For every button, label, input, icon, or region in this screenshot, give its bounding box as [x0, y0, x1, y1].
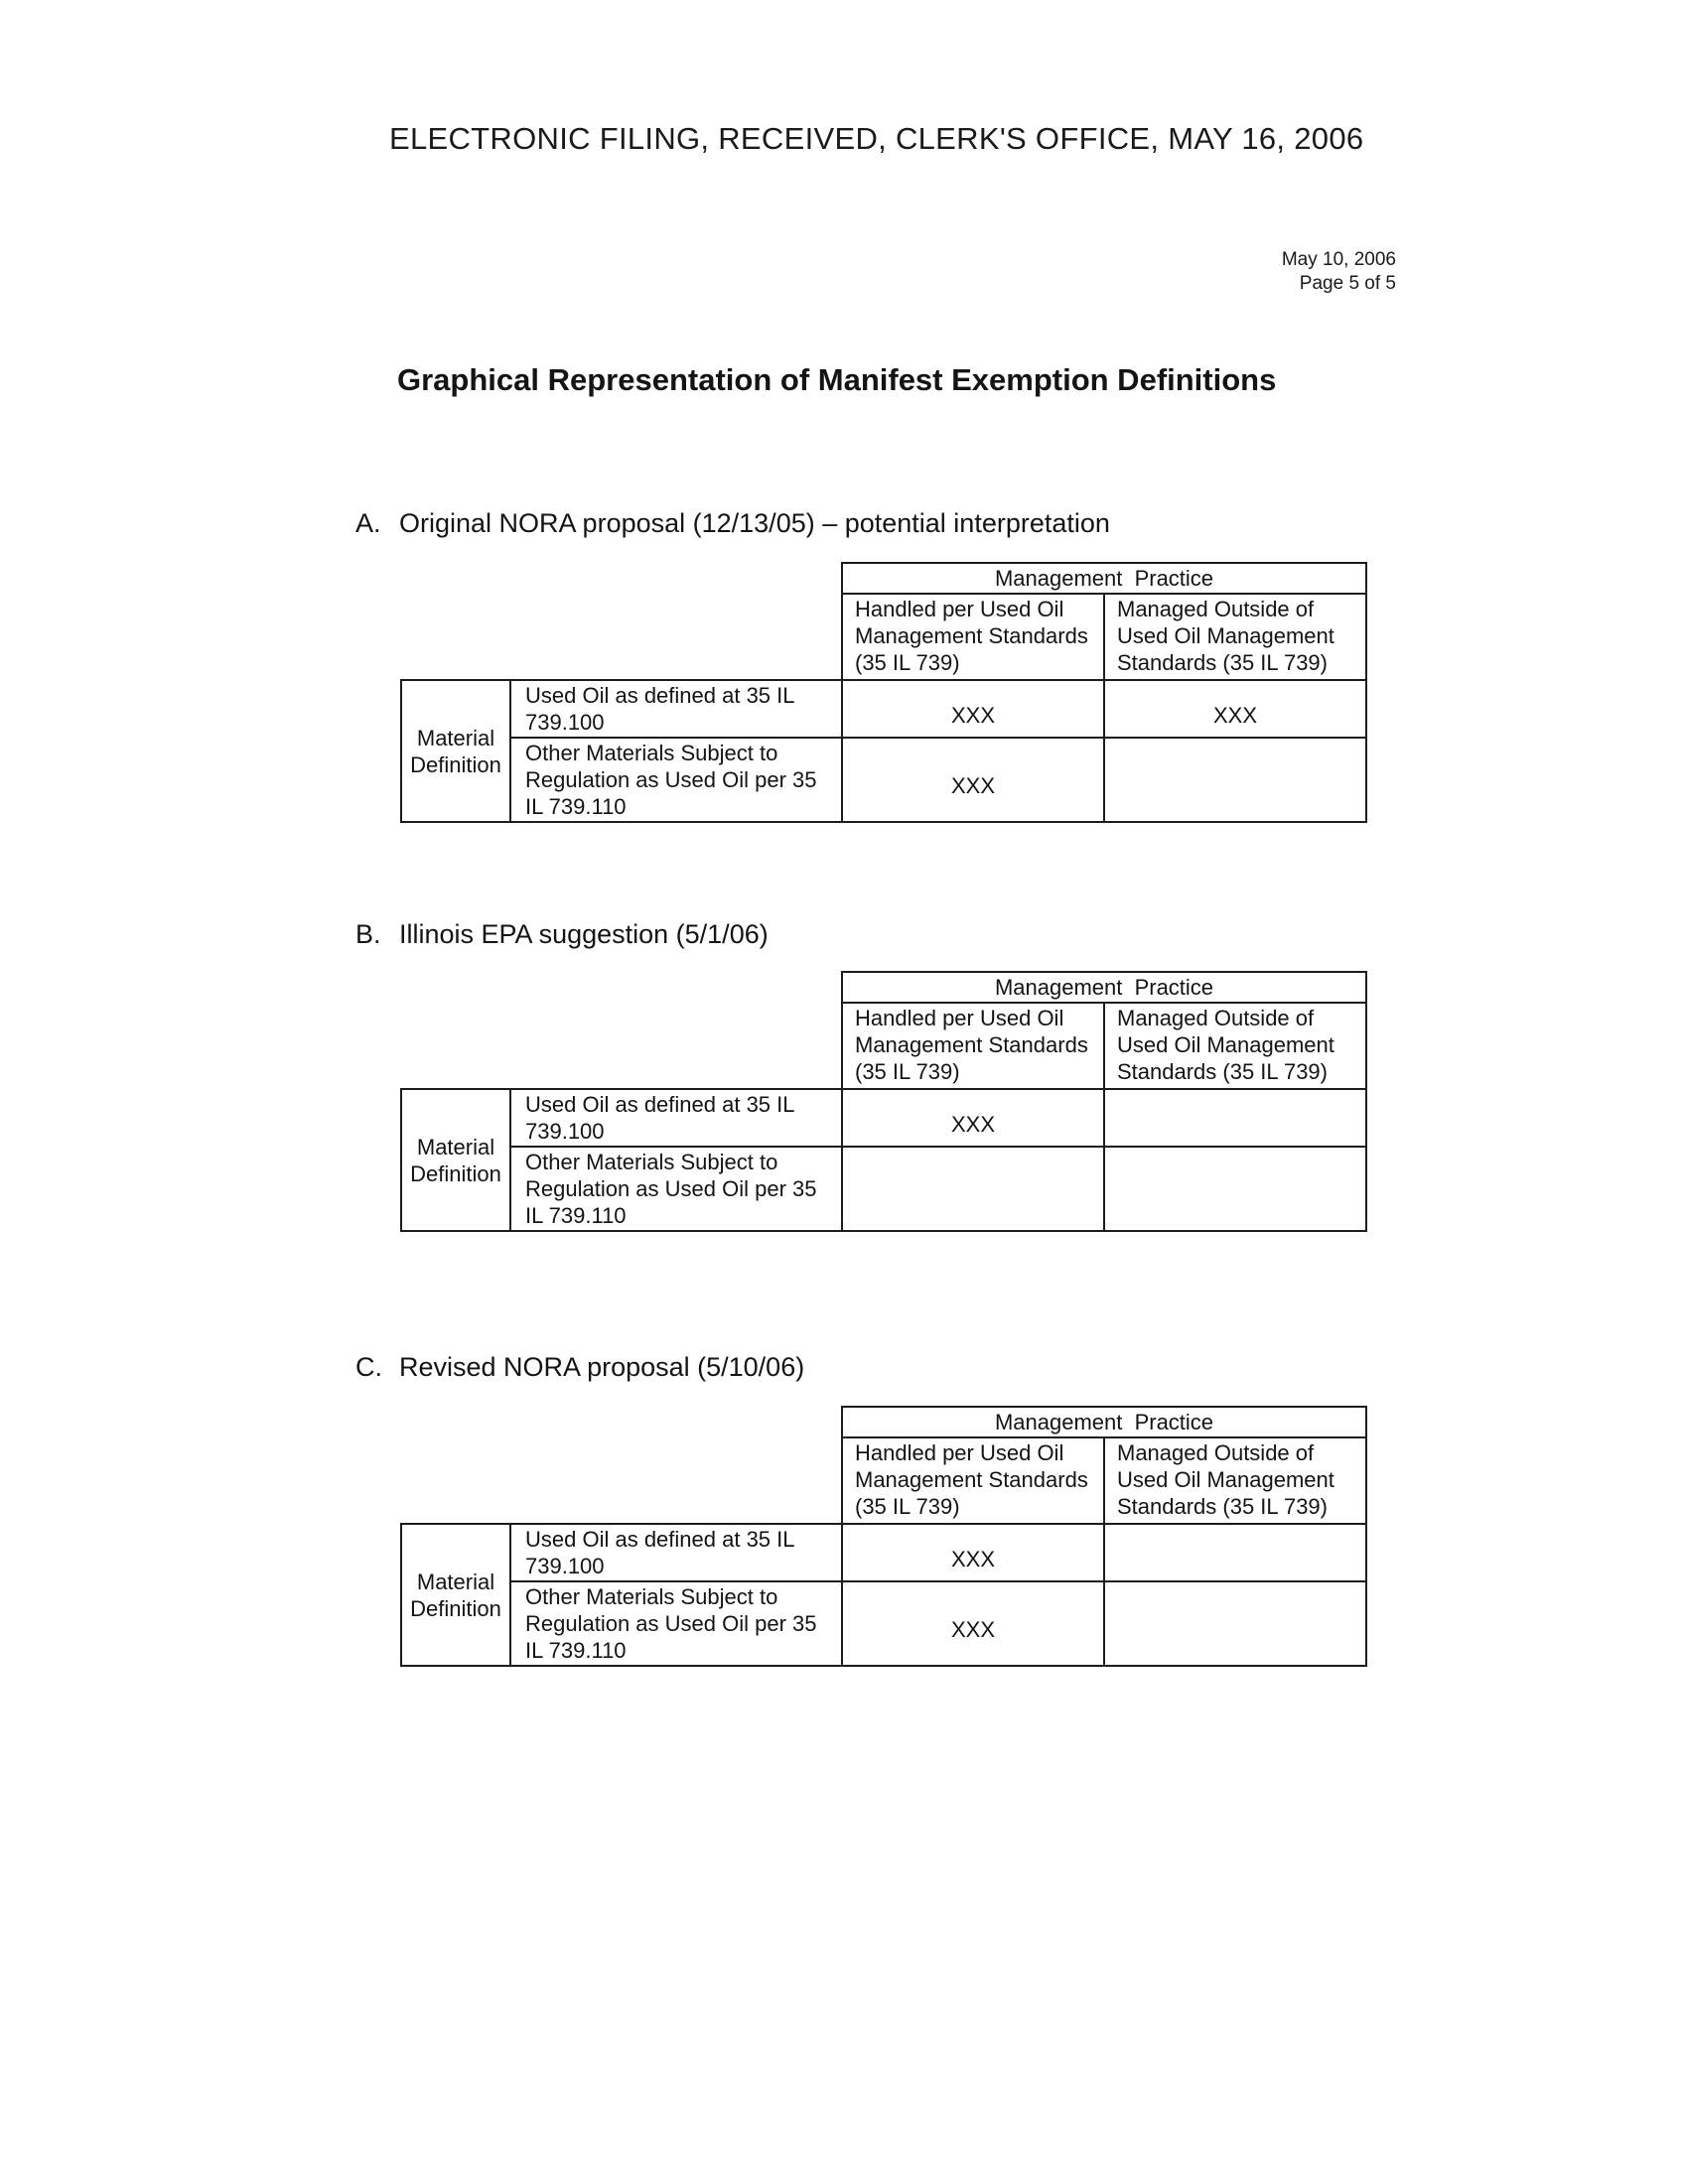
page-number: Page 5 of 5	[1299, 273, 1396, 294]
section-title: Revised NORA proposal (5/10/06)	[399, 1352, 805, 1382]
column-header-handled: Handled per Used Oil Management Standards (35 IL 739)	[842, 1003, 1104, 1089]
table-cell: XXX	[842, 680, 1104, 738]
exemption-table	[400, 562, 1367, 823]
table-cell	[1104, 1089, 1366, 1147]
management-practice-header: Management Practice	[842, 972, 1366, 1003]
table-cell	[1104, 1524, 1366, 1581]
row-header-other-materials: Other Materials Subject to Regulation as Used Oil per 35 IL 739.110	[510, 1147, 842, 1231]
section-title: Illinois EPA suggestion (5/1/06)	[399, 919, 769, 949]
management-practice-header: Management Practice	[842, 1407, 1366, 1437]
row-header-used-oil: Used Oil as defined at 35 IL 739.100	[510, 1089, 842, 1147]
row-group-material-definition: Material Definition	[401, 1089, 510, 1231]
date-block	[1282, 248, 1396, 296]
section-title: Original NORA proposal (12/13/05) – potential interpretation	[399, 508, 1110, 538]
table-cell	[1104, 1147, 1366, 1231]
column-header-managed-outside: Managed Outside of Used Oil Management Standards (35 IL 739)	[1104, 1003, 1366, 1089]
section-letter: A.	[355, 508, 381, 538]
section-heading	[355, 1352, 804, 1383]
column-header-handled: Handled per Used Oil Management Standards (35 IL 739)	[842, 1437, 1104, 1524]
management-practice-header: Management Practice	[842, 563, 1366, 594]
table-cell	[1104, 1581, 1366, 1666]
column-header-managed-outside: Managed Outside of Used Oil Management Standards (35 IL 739)	[1104, 594, 1366, 680]
table-cell: XXX	[842, 1089, 1104, 1147]
table-cell: XXX	[842, 738, 1104, 822]
row-header-other-materials: Other Materials Subject to Regulation as Used Oil per 35 IL 739.110	[510, 1581, 842, 1666]
filing-banner: ELECTRONIC FILING, RECEIVED, CLERK'S OFFICE, MAY 16, 2006	[389, 121, 1364, 156]
table-cell: XXX	[842, 1581, 1104, 1666]
row-header-other-materials: Other Materials Subject to Regulation as Used Oil per 35 IL 739.110	[510, 738, 842, 822]
exemption-table	[400, 971, 1367, 1232]
table-cell: XXX	[842, 1524, 1104, 1581]
row-group-material-definition: Material Definition	[401, 680, 510, 822]
section-letter: C.	[355, 1352, 382, 1382]
row-header-used-oil: Used Oil as defined at 35 IL 739.100	[510, 1524, 842, 1581]
exemption-table	[400, 1406, 1367, 1667]
table-cell	[1104, 738, 1366, 822]
section-heading	[355, 508, 1110, 539]
table-cell: XXX	[1104, 680, 1366, 738]
empty-corner	[401, 1407, 842, 1524]
section-letter: B.	[355, 919, 381, 949]
empty-corner	[401, 563, 842, 680]
empty-corner	[401, 972, 842, 1089]
row-header-used-oil: Used Oil as defined at 35 IL 739.100	[510, 680, 842, 738]
column-header-managed-outside: Managed Outside of Used Oil Management Standards (35 IL 739)	[1104, 1437, 1366, 1524]
document-date: May 10, 2006	[1281, 249, 1396, 270]
table-cell	[842, 1147, 1104, 1231]
section-heading	[355, 919, 769, 950]
page-title: Graphical Representation of Manifest Exemption Definitions	[397, 362, 1277, 397]
row-group-material-definition: Material Definition	[401, 1524, 510, 1666]
column-header-handled: Handled per Used Oil Management Standards (35 IL 739)	[842, 594, 1104, 680]
